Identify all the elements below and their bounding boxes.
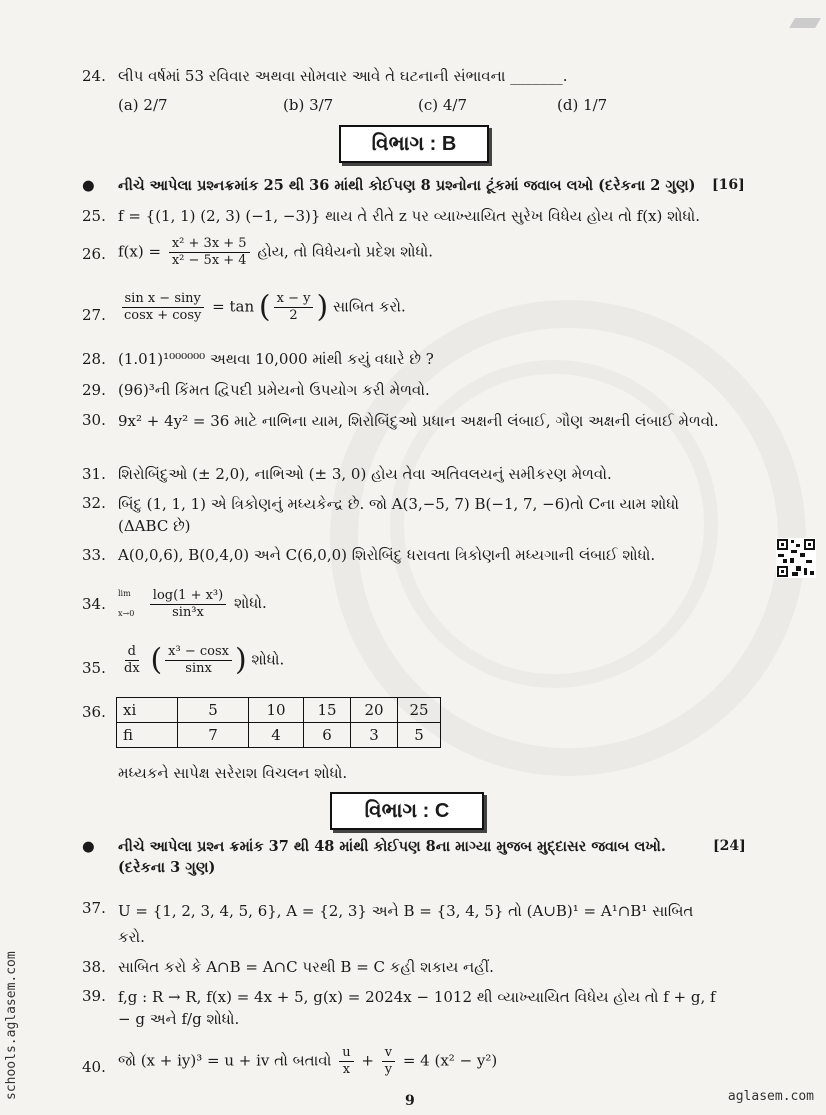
qr-code-icon: [776, 538, 816, 578]
page-number: 9: [405, 1093, 415, 1109]
bullet-icon: ●: [82, 838, 95, 855]
frequency-table: [116, 697, 441, 748]
option-b: (b) 3/7: [283, 96, 334, 114]
fraction: $\frac{\text{x² + 3x + 5}}{\text{x² − 5x + 4}}$: [169, 236, 250, 269]
instruction-text: નીચે આપેલા પ્રશ્નક્રમાંક 25 થી 36 માંથી કોઈપણ 8 પ્રશ્નોના ટૂંકમાં જવાબ લખો (દરેકના 2 ગુણ): [118, 177, 696, 194]
bullet-icon: ●: [82, 177, 95, 194]
fraction: $\frac{x - y}{2}$: [274, 291, 314, 324]
option-d: (d) 1/7: [557, 96, 608, 114]
table-row: fi 7 4 6 3 5: [117, 723, 441, 748]
fraction: $\frac{v}{y}$: [382, 1045, 395, 1078]
fraction: $\frac{\text{sin x − siny}}{\cos x + \cos y}$: [121, 291, 204, 324]
option-a: (a) 2/7: [118, 96, 168, 114]
footer-site: aglasem.com: [727, 1089, 814, 1104]
fraction: $\frac{u}{x}$: [339, 1045, 353, 1078]
question-text: લીપ વર્ષમાં 53 રવિવાર અથવા સોમવાર આવે તે ઘટનાની સંભાવના _______.: [118, 67, 568, 85]
marks-c: [24]: [713, 838, 746, 854]
limit-label: lim x→0: [118, 589, 135, 618]
question-36-text: મધ્યકને સાપેક્ષ સરેરાશ વિચલન શોધો.: [118, 764, 348, 782]
side-watermark-text: schools.aglasem.com: [4, 951, 19, 1100]
table-row: xi 5 10 15 20 25: [117, 698, 441, 723]
section-c-heading: વિભાગ : C: [330, 792, 484, 830]
fraction: $\frac{\text{x³ − cosx}}{\sin x}$: [165, 644, 232, 677]
question-number: 24.: [82, 67, 106, 85]
option-c: (c) 4/7: [418, 96, 468, 114]
fraction: $\frac{d}{dx}$: [124, 644, 140, 676]
marks-b: [16]: [712, 177, 745, 193]
corner-scan-mark: [789, 18, 821, 28]
instruction-text: નીચે આપેલા પ્રશ્ન ક્રમાંક 37 થી 48 માંથી કોઈપણ 8ના માગ્યા મુજબ મુદ્દાસર જવાબ લખો. (દરેકના 3 ગુણ): [118, 838, 666, 876]
fraction: $\frac{\text{log(1 + x³)}}{\text{sin³x}}$: [150, 588, 226, 621]
section-b-heading: વિભાગ : B: [339, 125, 489, 163]
